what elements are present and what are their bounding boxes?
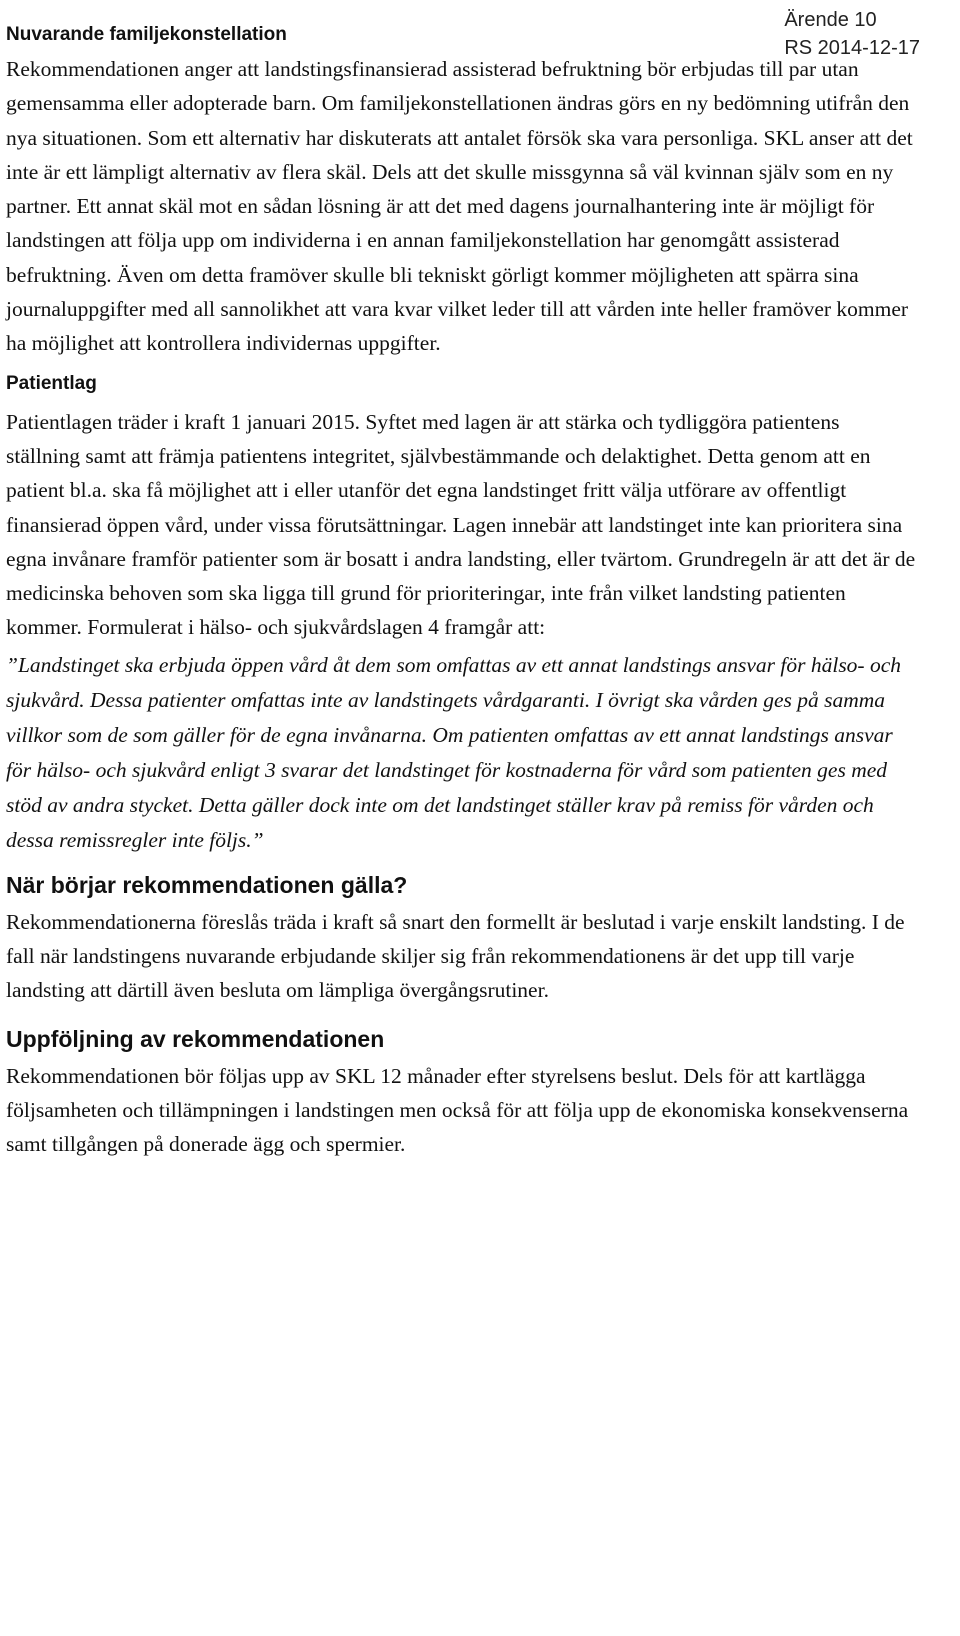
section-heading-familjekonstellation: Nuvarande familjekonstellation	[6, 24, 287, 45]
section-heading-uppfoljning: Uppföljning av rekommendationen	[6, 1025, 385, 1052]
quote-halso-och-sjukvardslagen: ”Landstinget ska erbjuda öppen vård åt dem som omfattas av ett annat landstings ansvar för hälso- och sjukvård. Dessa patienter omfattas inte av landstingets vårdgaranti. I övrigt ska vården ges på samma villkor som de som gäller för de egna invånarna. Om patienten omfattas av ett annat landstings ansvar för hälso- och sjukvård enligt 3 svarar det landstinget för kostnaderna för vård som patienten ges med stöd av andra stycket. Detta gäller dock inte om det landstinget ställer krav på remiss för vården och dessa remissregler inte följs.”	[6, 652, 902, 852]
document-body	[6, 22, 918, 1162]
section-heading-patientlag: Patientlag	[6, 372, 97, 394]
paragraph-uppfoljning: Rekommendationen bör följas upp av SKL 12 månader efter styrelsens beslut. Dels för att kartlägga följsamheten och tillämpningen i landstingen men också för att följa upp de ekonomiska konsekvenserna samt tillgången på donerade ägg och spermier.	[6, 1063, 909, 1157]
section-heading-nar-borjar: När börjar rekommendationen gälla?	[6, 871, 408, 898]
paragraph-familjekonstellation: Rekommendationen anger att landstingsfinansierad assisterad befruktning bör erbjudas till par utan gemensamma eller adopterade barn. Om familjekonstellationen ändras görs en ny bedömning utifrån den nya situationen. Som ett alternativ har diskuterats att antalet försök ska vara personliga. SKL anser att det inte är ett lämpligt alternativ av flera skäl. Dels att det skulle missgynna så väl kvinnan själv som en ny partner. Ett annat skäl mot en sådan lösning är att det med dagens journalhantering inte är möjligt för landstingen att följa upp om individerna i en annan familjekonstellation har genomgått assisterad befruktning. Även om detta framöver skulle bli tekniskt görligt kommer möjligheten att spärra sina journaluppgifter med all sannolikhet att vara kvar vilket leder till att vården inte heller framöver kommer ha möjlighet att kontrollera individernas uppgifter.	[6, 57, 913, 356]
case-number: Ärende 10	[784, 9, 877, 31]
document-reference: RS 2014-12-17	[784, 37, 920, 59]
paragraph-nar-borjar: Rekommendationerna föreslås träda i kraft så snart den formellt är beslutad i varje enskilt landsting. I de fall när landstingens nuvarande erbjudande skiljer sig från rekommendationens är det upp till varje landsting att därtill även besluta om lämpliga övergångsrutiner.	[6, 909, 905, 1003]
paragraph-patientlag: Patientlagen träder i kraft 1 januari 2015. Syftet med lagen är att stärka och tydliggöra patientens ställning samt att främja patientens integritet, självbestämmande och delaktighet. Detta genom att en patient bl.a. ska få möjlighet att i eller utanför det egna landstinget fritt välja utförare av offentligt finansierad öppen vård, under vissa förutsättningar. Lagen innebär att landstinget inte kan prioritera sina egna invånare framför patienter som är bosatt i andra landsting, eller tvärtom. Grundregeln är att det är de medicinska behoven som ska ligga till grund för prioriteringar, inte från vilket landsting patienten kommer. Formulerat i hälso- och sjukvårdslagen 4 framgår att:	[6, 409, 916, 640]
